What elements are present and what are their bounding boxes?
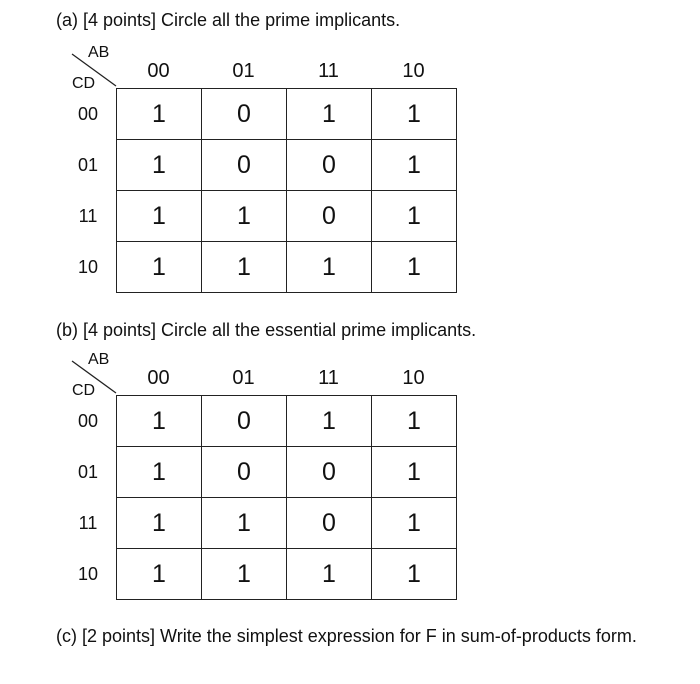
kmap-cell: 1: [202, 549, 287, 600]
kmap-cell: 1: [372, 191, 457, 242]
kmap-cell: 1: [372, 447, 457, 498]
kmap-b-row-header: 10: [77, 564, 99, 584]
kmap-cell: 0: [287, 191, 372, 242]
kmap-b-col-header: 10: [402, 367, 425, 389]
question-b-text: (b) [4 points] Circle all the essential prime implicants.: [56, 320, 477, 340]
kmap-cell: 1: [117, 89, 202, 140]
kmap-cell: 1: [117, 447, 202, 498]
question-c-text: (c) [2 points] Write the simplest expression for F in sum-of-products form.: [56, 626, 637, 646]
kmap-cell: 1: [372, 549, 457, 600]
kmap-cell: 1: [287, 242, 372, 293]
kmap-cell: 1: [117, 191, 202, 242]
kmap-a-col-header: 10: [402, 60, 425, 82]
kmap-b-col-header: 01: [232, 367, 255, 389]
kmap-cell: 1: [372, 498, 457, 549]
kmap-cell: 1: [372, 140, 457, 191]
kmap-a-grid: [116, 88, 457, 293]
kmap-b-col-var: AB: [88, 351, 110, 368]
kmap-cell: 1: [287, 89, 372, 140]
kmap-cell: 1: [372, 89, 457, 140]
kmap-a-row-var: CD: [72, 75, 96, 92]
kmap-cell: 0: [202, 140, 287, 191]
kmap-cell: 0: [202, 89, 287, 140]
kmap-cell: 0: [287, 498, 372, 549]
kmap-cell: 1: [372, 242, 457, 293]
kmap-a-row-header: 01: [77, 155, 99, 175]
kmap-b-row-header: 01: [77, 462, 99, 482]
kmap-cell: 1: [117, 242, 202, 293]
kmap-a-col-header: 00: [147, 60, 170, 82]
kmap-a-row-header: 11: [78, 206, 98, 226]
kmap-b-row-header: 11: [78, 513, 98, 533]
kmap-cell: 1: [117, 498, 202, 549]
kmap-b-grid: [116, 395, 457, 600]
kmap-b-row-header: 00: [77, 411, 99, 431]
kmap-a-col-header: 01: [232, 60, 255, 82]
kmap-b-col-header: 00: [147, 367, 170, 389]
kmap-cell: 1: [202, 191, 287, 242]
kmap-cell: 1: [117, 549, 202, 600]
kmap-cell: 0: [202, 447, 287, 498]
kmap-cell: 1: [202, 498, 287, 549]
kmap-cell: 0: [202, 396, 287, 447]
kmap-cell: 1: [372, 396, 457, 447]
kmap-a-col-var: AB: [88, 44, 110, 61]
kmap-cell: 0: [287, 140, 372, 191]
kmap-cell: 1: [117, 396, 202, 447]
kmap-b-row-var: CD: [72, 382, 96, 399]
kmap-cell: 0: [287, 447, 372, 498]
question-a-text: (a) [4 points] Circle all the prime implicants.: [56, 10, 401, 30]
kmap-cell: 1: [202, 242, 287, 293]
kmap-b-col-header: 11: [318, 367, 339, 389]
kmap-cell: 1: [117, 140, 202, 191]
kmap-a-row-header: 00: [77, 104, 99, 124]
kmap-cell: 1: [287, 396, 372, 447]
kmap-a-row-header: 10: [77, 257, 99, 277]
kmap-cell: 1: [287, 549, 372, 600]
kmap-a-col-header: 11: [318, 60, 339, 82]
